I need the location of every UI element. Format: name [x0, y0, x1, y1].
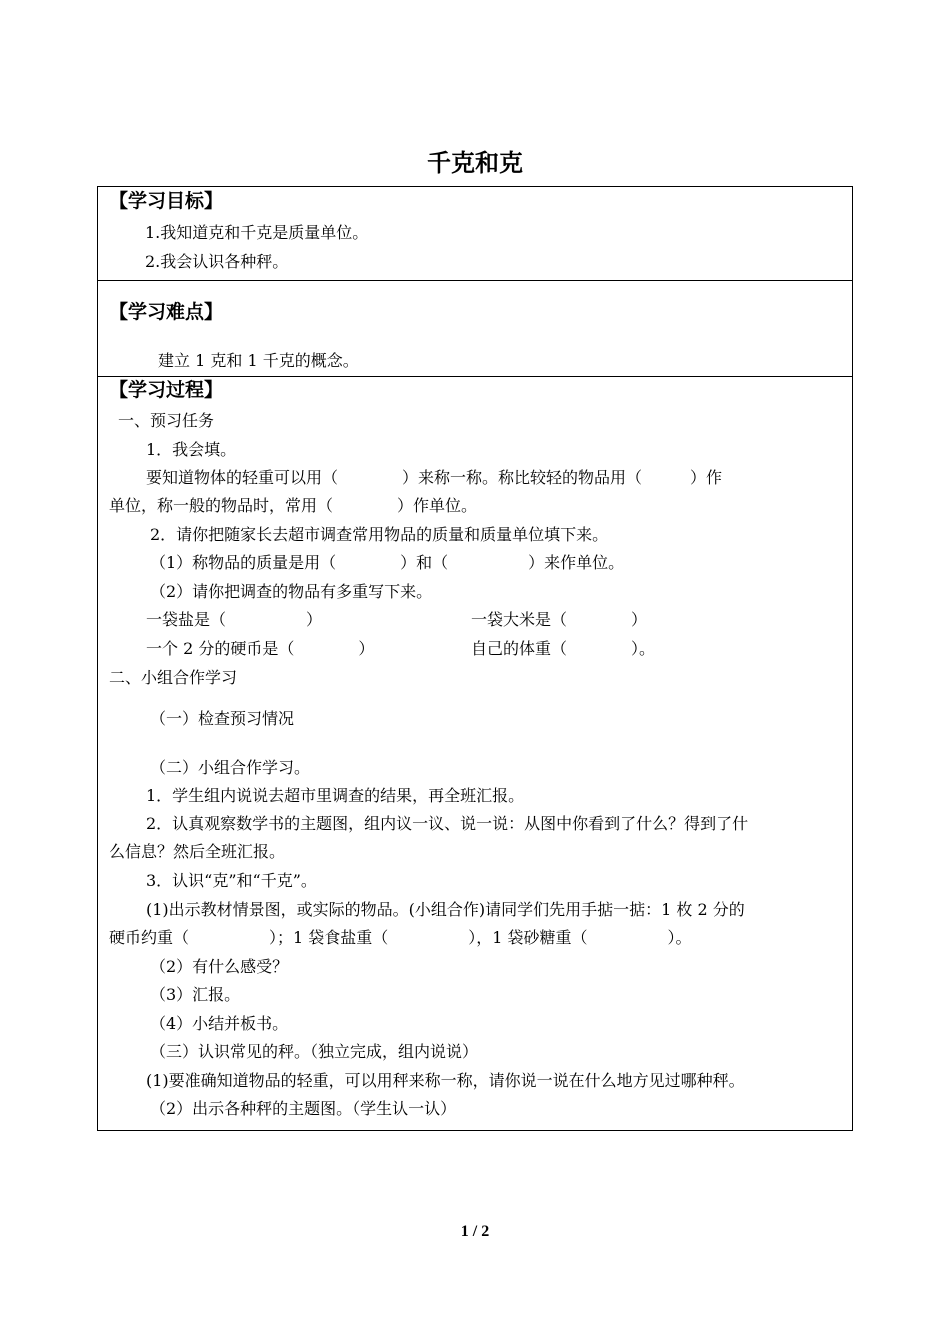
subsection-heading: （二）小组合作学习。	[150, 758, 311, 777]
learning-process-header: 【学习过程】	[109, 379, 224, 401]
subsection-heading: （三）认识常见的秤。（独立完成，组内说说）	[150, 1042, 479, 1061]
fill-blank-item: 自己的体重（ ）。	[471, 639, 656, 658]
difficulty-text: 建立 1 克和 1 千克的概念。	[158, 351, 359, 370]
paragraph-line: 单位，称一般的物品时，常用（ ）作单位。	[109, 496, 478, 515]
paragraph-line: 1．学生组内说说去超市里调查的结果，再全班汇报。	[146, 786, 525, 805]
paragraph-line: （2）有什么感受？	[150, 957, 289, 976]
fill-blank-item: 一个 2 分的硬币是（ ）	[146, 639, 375, 658]
learning-process-section	[97, 376, 853, 1131]
paragraph-line: 要知道物体的轻重可以用（ ）来称一称。称比较轻的物品用（ ）作	[146, 468, 723, 487]
fill-blank-item: 一袋盐是（ ）	[146, 610, 323, 629]
page-title: 千克和克	[427, 149, 523, 177]
page-number: 1 / 2	[460, 1223, 490, 1240]
learning-goals-section	[97, 186, 853, 281]
subsection-heading: （一）检查预习情况	[150, 709, 295, 728]
paragraph-line: （2）请你把调查的物品有多重写下来。	[150, 582, 433, 601]
learning-difficulty-header: 【学习难点】	[109, 301, 224, 323]
paragraph-line: （3）汇报。	[150, 985, 241, 1004]
paragraph-line: 2．认真观察数学书的主题图，组内议一议、说一说：从图中你看到了什么？得到了什	[146, 814, 749, 833]
section-heading: 一、预习任务	[118, 411, 215, 430]
fill-blank-item: 一袋大米是（ ）	[471, 610, 648, 629]
paragraph-line: （1）称物品的质量是用（ ）和（ ）来作单位。	[150, 553, 625, 572]
paragraph-line: 么信息？然后全班汇报。	[109, 842, 286, 861]
learning-goals-header: 【学习目标】	[109, 190, 224, 212]
paragraph-line: (1)要准确知道物品的轻重，可以用秤来称一称，请你说一说在什么地方见过哪种秤。	[146, 1071, 745, 1090]
paragraph-line: （2）出示各种秤的主题图。（学生认一认）	[150, 1099, 457, 1118]
learning-difficulty-section	[97, 280, 853, 377]
goal-item: 1.我知道克和千克是质量单位。	[145, 223, 369, 242]
paragraph-line: (1)出示教材情景图，或实际的物品。(小组合作)请同学们先用手掂一掂：1 枚 2 分的	[146, 900, 745, 919]
section-heading: 二、小组合作学习	[109, 668, 238, 687]
task-heading: 2．请你把随家长去超市调查常用物品的质量和质量单位填下来。	[150, 525, 609, 544]
task-heading: 1．我会填。	[146, 440, 237, 459]
paragraph-line: 硬币约重（ ）；1 袋食盐重（ ），1 袋砂糖重（ ）。	[109, 928, 692, 947]
paragraph-line: （4）小结并板书。	[150, 1014, 289, 1033]
goal-item: 2.我会认识各种秤。	[145, 252, 289, 271]
paragraph-line: 3．认识“克”和“千克”。	[146, 871, 317, 890]
